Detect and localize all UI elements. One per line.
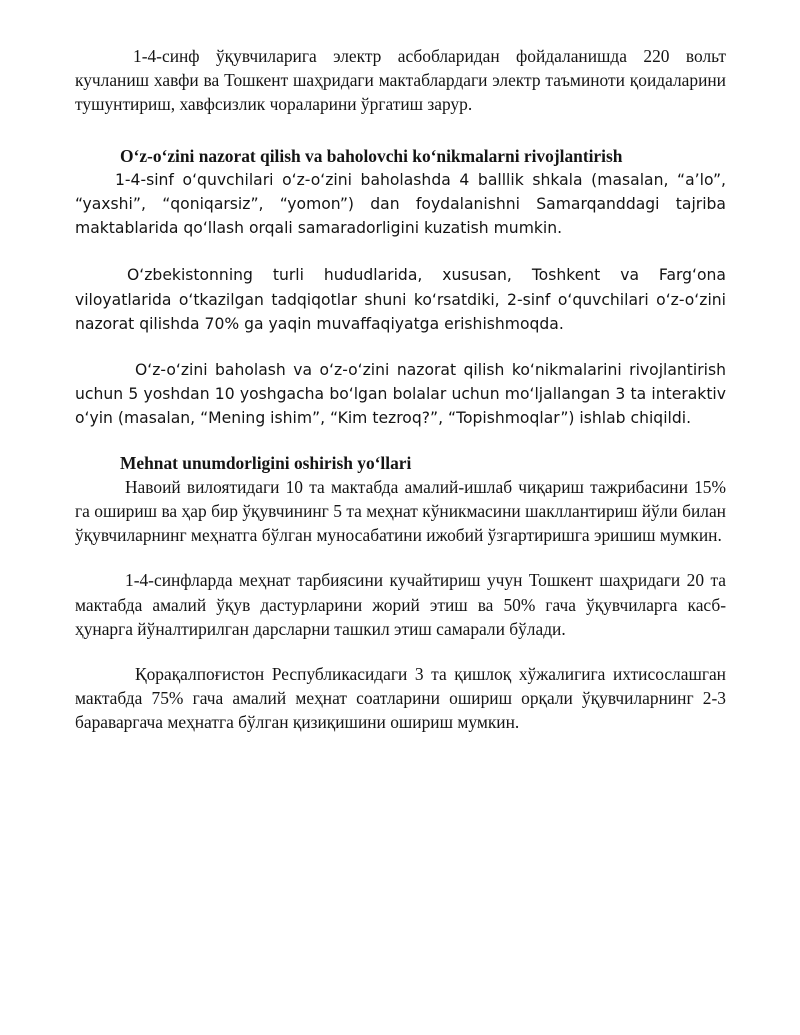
- paragraph-self-assessment-scale: 1-4-sinf o‘quvchilari o‘z-o‘zini baholashda 4 balllik shkala (masalan, “a’lo”, “yaxshi”, “qoniqarsiz”, “yomon”) dan foydalanishni Samarqanddagi tajriba maktablarida qo‘llash orqali samaradorligini kuzatish mumkin.: [75, 170, 726, 238]
- section-heading-self-control: O‘z-o‘zini nazorat qilish va baholovchi ko‘nikmalarni rivojlantirish: [120, 145, 623, 166]
- paragraph-interactive-games: O‘z-o‘zini baholash va o‘z-o‘zini nazorat qilish ko‘nikmalarini rivojlantirish uchun 5 yoshdan 10 yoshgacha bo‘lgan bolalar uchun mo‘ljallangan 3 ta interaktiv o‘yin (masalan, “Mening ishim”, “Kim tezroq?”, “Topishmoqlar”) ishlab chiqildi.: [75, 361, 726, 428]
- paragraph-tashkent-schools: 1-4-синфларда меҳнат тарбиясини кучайтириш учун Тошкент шаҳридаги 20 та мактабда амалий ўқув дастурларини жорий этиш ва 50% гача ўқувчиларга касб-ҳунарга йўналтирилган дарсларни ташкил этиш самарали бўлади.: [75, 570, 726, 639]
- paragraph-karakalpakstan-schools: Қорақалпоғистон Республикасидаги 3 та қишлоқ хўжалигига ихтисослашган мактабда 75% гача амалий меҳнат соатларини ошириш орқали ўқувчиларнинг 2-3 бараваргача меҳнатга бўлган қизиқишини ошириш мумкин.: [75, 664, 726, 733]
- paragraph-electrical-safety: 1-4-синф ўқувчиларига электр асбобларидан фойдаланишда 220 вольт кучланиш хавфи ва Тошкент шаҳридаги мактаблардаги электр таъминоти қоидаларини тушунтириш, хавфсизлик чораларини ўргатиш зарур.: [75, 46, 726, 115]
- paragraph-navoi-schools: Навоий вилоятидаги 10 та мактабда амалий-ишлаб чиқариш тажрибасини 15% га ошириш ва ҳар бир ўқувчининг 5 та меҳнат кўникмасини шакллантириш йўли билан ўқувчиларнинг меҳнатга бўлган муносабатини ижобий ўзгартиришга эришиш мумкин.: [75, 476, 726, 546]
- document-page: [75, 44, 726, 735]
- section-heading-labor-productivity: Mehnat unumdorligini oshirish yo‘llari: [120, 452, 412, 473]
- paragraph-regional-research: O‘zbekistonning turli hududlarida, xususan, Toshkent va Farg‘ona viloyatlarida o‘tkazilgan tadqiqotlar shuni ko‘rsatdiki, 2-sinf o‘quvchilari o‘z-o‘zini nazorat qilishda 70% ga yaqin muvaffaqiyatga erishishmoqda.: [75, 266, 726, 333]
